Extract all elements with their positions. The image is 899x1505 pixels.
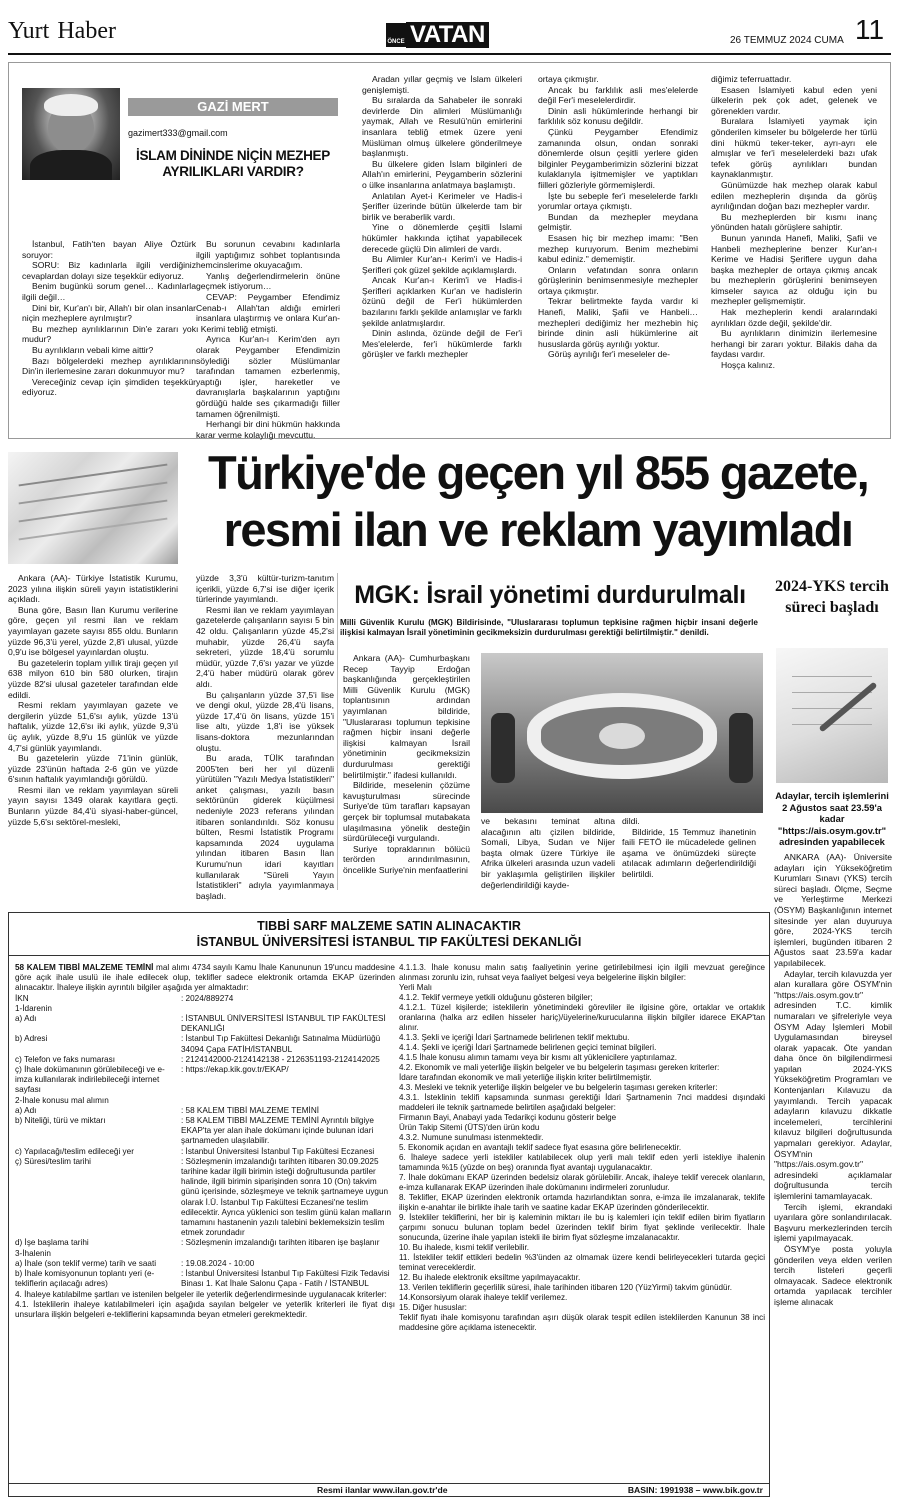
- ilan-row: [15, 1147, 395, 1157]
- gazete-text-col1: [8, 573, 178, 827]
- paragraph: Suriye topraklarının bölücü terörden arındırılmasının, öncelikle Suriye'nin menfaatlerini: [343, 843, 470, 875]
- paragraph: Bunun yanında Hanefi, Maliki, Şafii ve Hanbeli mezheplerine benzer Kur'an-ı Kerime ve Hadisi Şeriflere uygun daha başka mezhepler de ortaya çıkmış ancak bu mezheplerin görüşlerini benimseyen kimseler sayıca az olduğu için bu mezhepler gelişmemiştir.: [711, 232, 877, 307]
- ilan-paragraph: Teklif fiyatı ihale komisyonu tarafından aşırı düşük olarak tespit edilen isteklilerden Kanunun 38 inci maddesine göre açıklama istenecektir.: [399, 1313, 765, 1332]
- ilan-paragraph: 5. Ekonomik açıdan en avantajlı teklif sadece fiyat esasına göre belirlenecektir.: [399, 1143, 682, 1152]
- paragraph: ÖSYM'ye posta yoluyla gönderilen veya elden verilen tercih listeleri geçerli olmayacak. Sadece elektronik ortamda yapılacak tercihler işleme alınacak: [774, 1243, 892, 1307]
- ilan-row-key: b) Niteliği, türü ve miktarı: [15, 1116, 106, 1126]
- ilan-row-value: : İstanbul Üniversitesi İstanbul Tıp Fakültesi Eczanesi: [181, 1146, 375, 1156]
- ilan-paragraph: 4.3. Mesleki ve teknik yeterliğe ilişkin belgeler ve bu belgelerin taşıması gereken kriterler:: [399, 1083, 718, 1092]
- ilan-row-key: 3-İhalenin: [15, 1248, 51, 1258]
- paragraph: Ankara (AA)- Cumhurbaşkanı Recep Tayyip Erdoğan başkanlığında gerçekleştirilen Milli Güvenlik Kurulu (MGK) toplantısının ardından yayımlanan bildiride, "Uluslararası toplumun tepkisine rağmen hiçbir insani değerle ilişkisi kalmayan İsrail yönetiminin gecikmeksizin durdurulması gerektiği belirtilmiştir." ifadesi kullanıldı.: [343, 653, 470, 780]
- ilan-row: [15, 1116, 395, 1147]
- paragraph: Dinin asli hükümlerinde herhangi bir farklılık söz konusu değildir.: [538, 105, 698, 127]
- paragraph: Bu Alimler Kur'an-ı Kerim'i ve Hadis-i Şerifleri çok güzel şekilde açıklamışlardı.: [362, 254, 522, 275]
- ilan-row-value: : 58 KALEM TIBBİ MALZEME TEMİNİ: [181, 1105, 320, 1115]
- ilan-row: [15, 1096, 395, 1106]
- paragraph: Bu gazetelerin yüzde 71'inin günlük, yüzde 23'ünün haftada 2-6 gün ve yüzde 6'sının haftalık yayımlandığı görüldü.: [8, 753, 178, 785]
- paragraph: SORU: Biz kadınlarla ilgili verdiğiniz cevaplardan dolayı size teşekkür ediyoruz.: [22, 260, 196, 281]
- paragraph: CEVAP: Peygamber Efendimiz Cenab-ı Allah'tan aldığı emirleri insanlara ulaştırmış ve onlara Kur'an-ı Kerimi tebliğ etmişti.: [196, 291, 340, 334]
- ilan-paragraph: 12. Bu ihalede elektronik eksiltme yapılmayacaktır.: [399, 1273, 581, 1282]
- mgk-headline: MGK: İsrail yönetimi durdurulmalı: [354, 581, 746, 609]
- paragraph: Aradan yıllar geçmiş ve İslam ülkeleri genişlemişti.: [362, 74, 522, 95]
- ilan-right: [399, 963, 765, 1333]
- ilan-row-value: : https://ekap.kik.gov.tr/EKAP/: [181, 1065, 289, 1075]
- mgk-text-col2: [481, 816, 615, 890]
- paragraph: İstanbul, Fatih'ten bayan Aliye Öztürk soruyor:: [22, 239, 196, 260]
- ilan-paragraph: 10. Bu ihalede, kısmi teklif verilebilir.: [399, 1243, 530, 1252]
- ilan-paragraph: 4.1. İsteklilerin ihaleye katılabilmeleri için aşağıda sayılan belgeler ve yeterlik kriterleri ile fiyat dışı unsurlara ilişkin belgeleri e-tekliflerini kapsamında beyan etmeleri gerekmektedir.: [15, 1299, 395, 1319]
- section-label: [8, 18, 116, 45]
- ilan-row-key: a) Adı: [15, 1014, 37, 1024]
- ilan-paragraph: Firmanın Bayi, Anabayi yada Tedarikçi kodunu gösterir belge: [399, 1113, 617, 1122]
- paragraph: Çünkü Peygamber Efendimiz zamanında olsun, ondan sonraki dönemlerde olsun çeşitli yerlere giden bilginler Peygamberimizin sözlerini bizzat kulaklarıyla işitmemişler ve yaptıkları fiilleri gözleriyle görmemişlerdi.: [538, 126, 698, 190]
- ilan-row-key: 1-İdarenin: [15, 1003, 52, 1013]
- section-yurt: Yurt: [8, 18, 50, 44]
- ilan-paragraph: 11. İstekliler teklif ettikleri bedelin %3'ünden az olmamak üzere kendi belirleyecekleri tutarda geçici teminat vereceklerdir.: [399, 1253, 765, 1272]
- ilan-row-value: : Sözleşmenin imzalandığı tarihten itibaren 30.09.2025 tarihine kadar ilgili birimin isteği doğrultusunda partiler halinde, ilgili birimin siparişinden sonra 10 (On) takvim günü içerisinde, sözleşmeye ve teknik şartnameye uygun olarak İ.Ü. İstanbul Tıp Fakültesi Eczanesi'ne teslim edilecektir. Ayrıca yüklenici son teslim günü kalan malların tamamını hastanenin yazılı talebini beklemeksizin teslim etmek zorundadır: [181, 1156, 392, 1238]
- ilan-title-line2: İSTANBUL ÜNİVERSİTESİ İSTANBUL TIP FAKÜLTESİ DEKANLIĞI: [196, 935, 582, 949]
- ilan-row-value: : 2024/889274: [181, 993, 234, 1003]
- paragraph: İşte bu sebeple fer'i meselelerde farklı yorumlar ortaya çıkmıştı.: [538, 190, 698, 212]
- ilan-paragraph: 4.1.2.1. Tüzel kişilerde; isteklilerin yönetimindeki görevliler ile ilgisine göre, ortaklar ve ortaklık oranlarına (halka arz edilen hisseler hariç)/üyelerine/kurucularına ilişkin bilgiler idarece EKAP'tan alınır.: [399, 1003, 765, 1032]
- ilan-footer: [9, 1483, 769, 1497]
- paragraph: Resmi reklam yayımlayan gazete ve dergilerin yüzde 51,6'sı aylık, yüzde 13'ü haftalık, yüzde 12,6'sı iki aylık, yüzde 9,3'ü üç aylık, yüzde 8,9'u 15 günlük ve yüzde 4,7'si günlük yayımlandı.: [8, 700, 178, 753]
- ilan-row: [15, 1004, 395, 1014]
- column-text-col4: [538, 74, 698, 360]
- paragraph: Günümüzde hak mezhep olarak kabul edilen mezheplerin dışında da görüş ayrılığından doğan bazı mezhepler vardır.: [711, 179, 877, 212]
- paragraph: Bu mezheplerden bir kısmı inanç yönünden hatalı görüşlere sahiptir.: [711, 211, 877, 233]
- ilan-footer-left: Resmi ilanlar www.ilan.gov.tr'de: [317, 1485, 448, 1495]
- paragraph: Esasen hiç bir mezhep imamı: "Ben mezhep kuruyorum. Benim mezhebimi kabul ediniz." dememiştir.: [538, 232, 698, 265]
- ilan-row-value: : Sözleşmenin imzalandığı tarihten itibaren işe başlanır: [181, 1238, 380, 1248]
- ilan-row-key: a) İhale (son teklif verme) tarih ve saati: [15, 1258, 157, 1268]
- ilan-intro-text: mal alımı 4734 sayılı Kamu İhale Kanununun 19'uncu maddesine göre açık ihale usulü ile ihale edilecek olup, teklifler sadece elektronik ortamda EKAP üzerinden alınacaktır. İhaleye ilişkin ayrıntılı bilgiler aşağıda yer almaktadır:: [15, 963, 395, 993]
- paragraph: Hoşça kalınız.: [721, 360, 775, 371]
- paragraph: Anlatılan Ayet-i Kerimeler ve Hadis-i Şerifler üzerinde bütün ülkelerde tam bir birlik ve beraberlik vardı.: [362, 190, 522, 222]
- ilan-row-value: : İstanbul Tıp Fakültesi Dekanlığı Satınalma Müdürlüğü 34094 Çapa FATİH/İSTANBUL: [181, 1034, 381, 1054]
- author-block: [22, 88, 338, 180]
- ilan-row: [15, 1269, 395, 1289]
- ilan-row-key: a) Adı: [15, 1105, 37, 1115]
- column-text-col2: [196, 239, 340, 440]
- paragraph: Resmi ilan ve reklam yayımlayan gazetelerde çalışanların sayısı 5 bin 42 oldu. Çalışanların yüzde 45,2'si muhabir, yüzde 26,4'ü sayfa sekreteri, yüzde 18,4'ü sorumlu müdür, yüzde 7,6'sı yazar ve yüzde 2,4'ü haber müdürü olarak görev aldı.: [196, 604, 334, 689]
- paragraph: Bu ayrılıkların dinimizin ilerlemesine herhangi bir zararı yoktur. Bilakis daha da faydası vardır.: [711, 328, 877, 360]
- paragraph: Buralara İslamiyeti yaymak için gönderilen kimseler bu bölgelerde her türlü dini hükmü teker-teker, ayrı-ayrı ele almışlar ve fer'i meselelerdeki bazı ufak tefek görüş ayrılıkları bundan kaynaklanmıştır.: [711, 116, 877, 180]
- paragraph: ortaya çıkmıştır.: [538, 74, 599, 84]
- logo-main: VATAN: [406, 22, 489, 48]
- ilan-row-key: ç) İhale dokümanının görülebileceği ve e-imza kullanılarak indirilebileceği internet sayfası: [15, 1065, 165, 1095]
- paragraph: Vereceğiniz cevap için şimdiden teşekkür ediyoruz.: [22, 376, 196, 398]
- ilan-row: [15, 994, 395, 1004]
- ilan-row-value: [181, 1096, 395, 1106]
- ilan-row: [15, 1157, 395, 1239]
- ilan-paragraph: 4.1.5 İhale konusu alımın tamamı veya bir kısmı alt yüklenicilere yaptırılamaz.: [399, 1053, 678, 1062]
- author-email: gazimert333@gmail.com: [128, 128, 228, 138]
- paragraph: Hak mezheplerin kendi aralarındaki ayrılıkları özde değil, şekilde'dir.: [711, 307, 877, 328]
- author-name: GAZİ MERT: [197, 99, 269, 114]
- yks-text: [774, 852, 892, 1308]
- paragraph: Yanlış değerlendirmelerin önüne geçmek istiyorum…: [196, 270, 340, 292]
- paragraph: Adaylar, tercih kılavuzda yer alan kurallara göre ÖSYM'nin "https://ais.osym.gov.tr" adresinden T.C. kimlik numaraları ve şifreleriyle veya ÖSYM Aday İşlemleri Mobil Uygulamasından bireysel olarak yapacak. Öte yandan daha önce ön bilgilendirmesi yapılan 2024-YKS Yükseköğretim Programları ve Kontenjanları Kılavuzu da yayımlandı. Tercih yapacak adayların kılavuzu dikkatle incelemeleri, tercihlerini kılavuz bilgileri doğrultusunda yapmaları gerekiyor. Adaylar, ÖSYM'nin "https://ais.osym.gov.tr" adresindeki açıklamalar doğrultusunda tercih işlemlerini tamamlayacak.: [774, 968, 892, 1201]
- ilan-paragraph: 14.Konsorsiyum olarak ihaleye teklif verilemez.: [399, 1293, 568, 1302]
- paragraph: Bu ayrılıkların vebali kime aittir?: [32, 344, 154, 355]
- column-text-col3: [362, 74, 522, 360]
- headline-line1: Türkiye'de geçen yıl 855 gazete,: [207, 446, 869, 499]
- ilan-row: [15, 1065, 395, 1096]
- ilan-paragraph: İdare tarafından ekonomik ve mali yeterliğe ilişkin kriter belirtilmemiştir.: [399, 1073, 652, 1082]
- column-text-col5: [711, 74, 877, 371]
- ilan-intro-bold: 58 KALEM TIBBİ MALZEME TEMİNİ: [15, 963, 154, 972]
- ilan-row-key: c) Yapılacağı/teslim edileceği yer: [15, 1146, 134, 1156]
- newspaper-photo: [8, 452, 178, 564]
- yks-title: 2024-YKS tercih süreci başladı: [775, 578, 889, 616]
- ilan-row: [15, 1034, 395, 1054]
- ilan-title-line1: TIBBİ SARF MALZEME SATIN ALINACAKTIR: [257, 919, 521, 933]
- ilan-title: [9, 913, 769, 955]
- ilan-row: [15, 1259, 395, 1269]
- ilan-paragraph: 6. İhaleye sadece yerli istekliler katılabilecek olup yerli malı teklif eden yerli istekliye ihalenin tamamında %15 (yüzde on beş) oranında fiyat avantajı uygulanacaktır.: [399, 1153, 765, 1172]
- ilan-row-key: 2-İhale konusu mal alımın: [15, 1095, 109, 1105]
- section-haber: Haber: [57, 18, 116, 44]
- ilan-row-value: [181, 1249, 395, 1259]
- paragraph: Görüş ayrılığı fer'i meseleler de-: [548, 349, 670, 360]
- page-number: 11: [855, 14, 885, 45]
- paragraph: diğimiz teferruattadır.: [711, 74, 792, 84]
- column-title: İSLAM DİNİNDE NİÇİN MEZHEP AYRILIKLARI VARDIR?: [136, 148, 330, 179]
- ilan-row: [15, 1014, 395, 1034]
- paragraph: Ayrıca Kur'an-ı Kerim'den ayrı olarak Peygamber Efendimizin söylediği sözler Müslümanlar tarafından tamamen ezberlenmiş, yaptığı işler, hareketler ve davranışlarla başkalarının yaptığını gördüğü halde ses çıkarmadığı fiiller tamamen öğrenilmişti.: [196, 334, 340, 419]
- ilan-row: [15, 1106, 395, 1116]
- paragraph: Yine o dönemlerde çeşitli İslami hükümler hakkında içtihat yapabilecek derecede güçlü Din alimleri de vardı.: [362, 222, 522, 254]
- ilan-title-rule: [9, 955, 769, 956]
- ilan-row-key: b) İhale komisyonunun toplantı yeri (e-tekliflerin açılacağı adres): [15, 1269, 155, 1289]
- ilan-paragraph: 4.3.2. Numune sunulması istenmektedir.: [399, 1133, 544, 1142]
- paragraph: Herhangi bir dini hükmün hakkında karar verme kolaylığı mevcuttu.: [196, 419, 340, 440]
- mgk-text-col3: [622, 816, 756, 880]
- page-header: [0, 0, 899, 60]
- ilan-row-key: ç) Süresi/teslim tarihi: [15, 1156, 91, 1166]
- ilan-row: [15, 1249, 395, 1259]
- gazete-text-col2: [196, 573, 334, 901]
- paragraph: Ancak Kur'an-ı Kerim'i ve Hadis-i Şerifleri açıklarken Kur'an ve hadislerin özünü değil de Fer'i hükümlerden bazılarını farklı şekilde anlamışlar ve farklı şekilde anlatmışlardır.: [362, 275, 522, 328]
- ilan-row: [15, 1238, 395, 1248]
- paragraph: Ankara (AA)- Türkiye İstatistik Kurumu, 2023 yılına ilişkin süreli yayın istatistiklerini açıkladı.: [8, 573, 178, 605]
- paragraph: dildi.: [622, 816, 640, 826]
- paragraph: Buna göre, Basın İlan Kurumu verilerine göre, geçen yıl resmi ilan ve reklam yayımlayan gazete sayısı 855 oldu. Bunların yüzde 96,3'ü yerel, yüzde 2,8'i ulusal, yüzde 0,9'u ise bölgesel yayınlardan oluştu.: [8, 604, 178, 658]
- ilan-row: [15, 1055, 395, 1065]
- yks-photo: [776, 648, 888, 783]
- paragraph: Bu mezhep ayrılıklarının Din'e zararı yok mudur?: [22, 323, 196, 345]
- paragraph: Resmi ilan ve reklam yayımlayan süreli yayın sayısı 1349 olarak kayıtlara geçti. Bunların yüzde 84,4'ü siyasi-haber-güncel, yüzde 5,6'sı sektörel-mesleki,: [8, 784, 178, 827]
- paragraph: Bu çalışanların yüzde 37,5'i lise ve dengi okul, yüzde 28,4'ü lisans, yüzde 17,4'ü ön lisans, yüzde 15'i lise altı, yüzde 1,8'i ise yüksek lisans-doktora mezunlarından oluştu.: [196, 689, 334, 753]
- ilan-paragraph: 8. Teklifler, EKAP üzerinden elektronik ortamda hazırlandıktan sonra, e-imza ile imzalanarak, teklife ilişkin e-anahtar ile birlikte ihale tarih ve saatine kadar EKAP üzerinden gönderilecektir.: [399, 1193, 765, 1212]
- paragraph: Bu sıralarda da Sahabeler ile sonraki devirlerde Din alimleri Müslümanlığı yaymak, Allah ve Resulü'nün emirlerini insanlara tebliğ etmek üzere yeni Müslüman olmuş ülkelere gönderilmeye başlanmıştı.: [362, 95, 522, 159]
- paragraph: ANKARA (AA)- Üniversite adayları için Yükseköğretim Kurumları Sınavı (YKS) tercih süreci başladı. Ölçme, Seçme ve Yerleştirme Merkezi (ÖSYM) Başkanlığının internet sitesinde yer alan duyuruya göre, 2024-YKS tercih işlemleri, bugünden itibaren 2 Ağustos saat 23.59'a kadar yapılabilecek.: [774, 852, 892, 968]
- ilan-paragraph: 4.3.1. İsteklinin teklifi kapsamında sunması gerektiği İdari Şartnamenin 7nci maddesi dışındaki maddeleri ile teknik şartnamede belirtilen aşağıdaki belgeler:: [399, 1093, 765, 1112]
- mgk-lead: Milli Güvenlik Kurulu (MGK) Bildirisinde, "Uluslararası toplumun tepkisine rağmen hiçbir insani değerle ilişkisi kalmayan İsrail yönetiminin gecikmeksizin durdurulması gerektiği belirtilmiştir." denildi.: [340, 618, 758, 638]
- vatan-logo: [386, 22, 489, 48]
- ilan-paragraph: 4. İhaleye katılabilme şartları ve istenilen belgeler ile yeterlik değerlendirmesinde uygulanacak kriterler:: [15, 1289, 387, 1299]
- paragraph: Tekrar belirtmekte fayda vardır ki Hanefi, Maliki, Şafii ve Hanbeli… mezhepleri dediğimiz her mezhebin hiç birinde dinin asli hükümlerine ait hususlarda görüş ayrılığı yoktur.: [538, 296, 698, 349]
- ilan-paragraph: 4.2. Ekonomik ve mali yeterliğe ilişkin belgeler ve bu belgelerin taşıması gereken kriterler:: [399, 1063, 720, 1072]
- ilan-paragraph: 4.1.3. Şekli ve içeriği İdari Şartnamede belirlenen teklif mektubu.: [399, 1033, 630, 1042]
- mgk-meeting-photo: [481, 653, 763, 813]
- paragraph: yüzde 3,3'ü kültür-turizm-tanıtım içerikli, yüzde 6,7'si ise diğer içerik türlerinde yayımlandı.: [196, 573, 334, 605]
- paragraph: Bildiride, 15 Temmuz ihanetinin faili FETÖ ile mücadelede gelinen aşama ve önümüzdeki süreçte atılacak adımların değerlendirildiği belirtildi.: [622, 826, 756, 879]
- paragraph: Bazı bölgelerdeki mezhep ayrılıklarının Din'in ilerlemesine zararı dokunmuyor mu?: [22, 355, 196, 377]
- paragraph: Benim bugünkü sorum genel… Kadınlarla ilgili değil…: [22, 281, 196, 302]
- ilan-paragraph: 4.1.2. Teklif vermeye yetkili olduğunu gösteren bilgiler;: [399, 993, 593, 1002]
- paragraph: Ancak bu farklılık asli mes'elelerde değil Fer'i meselelerdirdir.: [538, 84, 698, 106]
- mgk-text-col1: [343, 653, 470, 875]
- paragraph: Bu sorunun cevabını kadınlarla ilgili yaptığımız sohbet toplantısında hemcinslerime okuyacağım.: [196, 239, 340, 271]
- paragraph: Bu gazetelerin toplam yıllık tirajı geçen yıl 638 milyon 610 bin 580 olurken, tirajın yüzde 82'si ulusal gazeteler tarafından elde edildi.: [8, 657, 178, 700]
- paragraph: Dinin aslında, özünde değil de Fer'i Mes'elelerde, fer'i hükümlerde farklı görüşler ve farklı mezhepler: [362, 328, 522, 360]
- ilan-row-value: : 2124142000-2124142138 - 2126351193-2124142025: [181, 1054, 380, 1064]
- header-rule: [8, 53, 891, 55]
- author-name-bar: [128, 98, 338, 116]
- paragraph: Bu ülkelere giden İslam bilginleri de Allah'ın emirlerini, Peygamberin sözlerini o ülke insanlarına anlatmaya başlamıştı.: [362, 158, 522, 190]
- logo-small-box: [386, 23, 406, 47]
- column-text-col1: [22, 239, 196, 398]
- ilan-paragraph: 7. İhale dokümanı EKAP üzerinden bedelsiz olarak görülebilir. Ancak, ihaleye teklif verecek olanların, e-imza kullanarak EKAP üzerinden ihale dokümanını indirmeleri zorunludur.: [399, 1173, 765, 1192]
- ilan-left: [15, 963, 395, 1320]
- paragraph: Bu arada, TÜİK tarafından 2005'ten beri her yıl düzenli yürütülen "Yazılı Medya İstatistikleri" anket çalışması, yazılı basın sektörünün giderek küçülmesi nedeniyle 2023 referans yılından itibaren sonlandırıldı. Söz konusu bülten, Resmi İstatistik Programı kapsamında 2024 uygulama yılından itibaren Basın İlan Kurumu'nun idari kayıtları kullanılarak "Süreli Yayın İstatistikleri" adıyla yayımlanmaya başladı.: [196, 753, 334, 901]
- paragraph: Bundan da mezhepler meydana gelmiştir.: [538, 211, 698, 233]
- ilan-intro: [15, 963, 395, 994]
- headline-line2: resmi ilan ve reklam yayımladı: [223, 503, 853, 556]
- ilan-paragraph: 4.1.4. Şekli ve içeriği İdari Şartnamede belirlenen geçici teminat bilgileri.: [399, 1043, 657, 1052]
- ilan-paragraph: 13. Verilen tekliflerin geçerlilik süresi, ihale tarihinden itibaren 120 (YüzYirmi) takvim günüdür.: [399, 1283, 733, 1292]
- ilan-row-value: [181, 1004, 395, 1014]
- ilan-row-value: : 58 KALEM TIBBİ MALZEME TEMİNİ Ayrıntılı bilgiye EKAP'ta yer alan ihale dokümanı içinde bulunan idari şartnameden ulaşılabilir.: [181, 1116, 374, 1146]
- paragraph: Bildiride, meselenin çözüme kavuşturulması sürecinde Suriye'de tüm tarafları kapsayan gerçek bir toplumsal mutabakata ulaşılmasına yönelik desteğin sürdürüleceği vurgulandı.: [343, 780, 470, 844]
- ilan-row-value: : İSTANBUL ÜNİVERSİTESİ İSTANBUL TIP FAKÜLTESİ DEKANLIĞI: [181, 1014, 386, 1034]
- author-photo: [22, 88, 120, 180]
- ilan-paragraph: 4.1.1.3. İhale konusu malın satış faaliyetinin yerine getirilebilmesi için ilgili mevzuat gereğince alınması zorunlu izin, ruhsat veya faaliyet belgesi veya belgelerine ilişkin bilgiler:: [399, 963, 765, 982]
- yks-caption: Adaylar, tercih işlemlerini 2 Ağustos saat 23.59'a kadar "https://ais.osym.gov.tr" adresinden yapabilecek: [775, 790, 889, 848]
- ilan-row-key: c) Telefon ve faks numarası: [15, 1054, 115, 1064]
- paragraph: ve bekasını teminat altına alacağının altı çizilen bildiride, Somali, Libya, Sudan ve Nijer başta olmak üzere Türkiye ile Afrika ülkeleri arasında uzun vadeli bir yaklaşımla geliştirilen ilişkiler değerlendirildiği kayde-: [481, 816, 615, 890]
- paragraph: Dini bir, Kur'an'ı bir, Allah'ı bir olan insanlar niçin mezheplere ayrılmıştır?: [22, 302, 196, 324]
- ilan-row-key: İKN: [15, 993, 29, 1003]
- paragraph: Tercih işlemi, ekrandaki uyarılara göre sonlandırılacak. Başvuru merkezlerinden tercih işlemi yapılmayacak.: [774, 1201, 892, 1244]
- ilan-paragraph: Yerli Malı: [399, 983, 432, 992]
- ilan-box: [8, 912, 770, 1497]
- paragraph: Onların vefatından sonra onların görüşlerinin benimsenmesiyle mezhepler ortaya çıkmıştır.: [538, 264, 698, 296]
- ilan-paragraph: Ürün Takip Sitemi (ÜTS)'den ürün kodu: [399, 1123, 540, 1132]
- ilan-row-value: : İstanbul Üniversitesi İstanbul Tıp Fakültesi Fizik Tedavisi Binası 1. Kat İhale Salonu Çapa - Fatih / İSTANBUL: [181, 1269, 390, 1289]
- gazete-headline: [184, 444, 892, 558]
- paragraph: Esasen İslamiyeti kabul eden yeni ülkelerin pek çok adet, gelenek ve göreneklerı vardır.: [711, 84, 877, 116]
- ilan-paragraph: 9. İstekliler tekliflerini, her bir iş kaleminin miktarı ile bu iş kalemleri için teklif edilen birim fiyatların çarpımı sonucu bulunan toplam bedel üzerinden teklif birim fiyat şeklinde verilecektir. İhale sonucunda, üzerine ihale yapılan istekli ile birim fiyat sözleşme imzalanacaktır.: [399, 1213, 765, 1242]
- ilan-row-key: d) İşe başlama tarihi: [15, 1238, 89, 1248]
- logo-small-text: ÖNCE: [387, 39, 405, 45]
- ilan-footer-right: BASIN: 1991938 – www.bik.gov.tr: [627, 1485, 763, 1495]
- ilan-row-value: : 19.08.2024 - 10:00: [181, 1258, 255, 1268]
- issue-date: 26 TEMMUZ 2024 CUMA: [730, 35, 844, 46]
- ilan-paragraph: 15. Diğer hususlar:: [399, 1303, 467, 1312]
- ilan-row-key: b) Adresi: [15, 1034, 48, 1044]
